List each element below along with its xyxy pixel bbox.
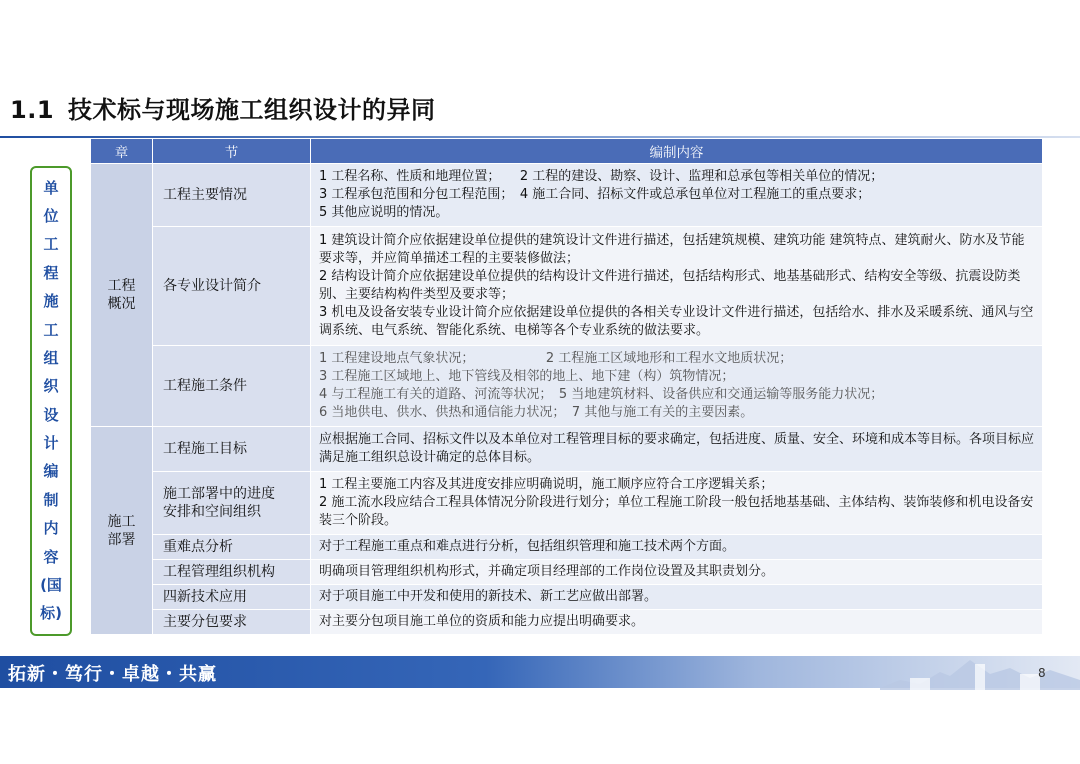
- side-label-box: [30, 166, 72, 636]
- footer-slogan: 拓新・笃行・卓越・共赢: [8, 664, 217, 685]
- section-label: 工程施工条件: [163, 378, 247, 394]
- content-table: [90, 138, 1043, 635]
- section-label: 重难点分析: [163, 539, 233, 555]
- side-label-char: 织: [43, 377, 59, 396]
- header-chapter: 章: [91, 139, 153, 164]
- table-row: [91, 427, 1043, 472]
- table-row: [91, 535, 1043, 560]
- section-label: 各专业设计简介: [163, 278, 261, 294]
- content-line: 对于工程施工重点和难点进行分析，包括组织管理和施工技术两个方面。: [319, 539, 736, 554]
- side-label-char: 容: [43, 547, 59, 566]
- header-content: 编制内容: [311, 139, 1043, 164]
- content-line: 5 其他应说明的情况。: [319, 205, 449, 220]
- content-line: 明确项目管理组织机构形式，并确定项目经理部的工作岗位设置及其职责划分。: [319, 564, 775, 579]
- table-row: [91, 610, 1043, 635]
- side-label-char: 工: [43, 320, 59, 339]
- chapter-label: 部署: [107, 531, 136, 548]
- section-cell: [153, 535, 311, 560]
- page-number: 8: [1038, 666, 1046, 680]
- section-cell: [153, 227, 311, 346]
- section-label: 工程主要情况: [163, 187, 247, 203]
- content-cell: [311, 585, 1043, 610]
- content-line: 4 与工程施工有关的道路、河流等状况； 5 当地建筑材料、设备供应和交通运输等服务能力状况；: [319, 387, 884, 402]
- content-line: 对主要分包项目施工单位的资质和能力应提出明确要求。: [319, 614, 645, 629]
- section-cell: [153, 164, 311, 227]
- content-cell: [311, 610, 1043, 635]
- section-cell: [153, 610, 311, 635]
- content-line: 1 建筑设计简介应依据建设单位提供的建筑设计文件进行描述，包括建筑规模、建筑功能 建筑特点、建筑耐火、防水及节能要求等，并应简单描述工程的主要装修做法；: [319, 233, 1025, 266]
- section-cell: [153, 472, 311, 535]
- content-cell: [311, 164, 1043, 227]
- content-line: 3 机电及设备安装专业设计简介应依据建设单位提供的各相关专业设计文件进行描述，包括给水、排水及采暖系统、通风与空调系统、电气系统、智能化系统、电梯等各个专业系统的做法要求。: [319, 305, 1034, 338]
- chapter-label: 概况: [107, 296, 136, 312]
- content-cell: [311, 560, 1043, 585]
- section-label: 施工部署中的进度: [163, 486, 275, 502]
- table-header-row: [91, 139, 1043, 164]
- header-section: 节: [153, 139, 311, 164]
- content-line: 3 工程施工区域地上、地下管线及相邻的地上、地下建（构）筑物情况；: [319, 369, 735, 384]
- side-label-char: 程: [43, 263, 59, 282]
- building-illustration-icon: [880, 650, 1080, 690]
- side-label-char: 组: [43, 348, 59, 367]
- chapter-label: 工程: [107, 278, 136, 294]
- side-label-char: 设: [43, 405, 59, 424]
- section-label: 主要分包要求: [163, 614, 247, 630]
- section-cell: [153, 427, 311, 472]
- section-label: 四新技术应用: [163, 589, 247, 605]
- side-label-char: 标): [40, 604, 62, 623]
- content-line: 应根据施工合同、招标文件以及本单位对工程管理目标的要求确定，包括进度、质量、安全、环境和成本等目标。各项目标应满足施工组织总设计确定的总体目标。: [319, 432, 1035, 465]
- section-label: 工程施工目标: [163, 441, 247, 457]
- chapter-cell: [91, 164, 153, 427]
- section-label: 工程管理组织机构: [163, 564, 275, 580]
- side-label-char: 位: [43, 207, 59, 226]
- content-line: 1 工程名称、性质和地理位置； 2 工程的建设、勘察、设计、监理和总承包等相关单位的情况；: [319, 169, 884, 184]
- content-cell: [311, 346, 1043, 427]
- table-row: [91, 560, 1043, 585]
- title-number: 1.1: [10, 96, 55, 124]
- side-label-char: 计: [43, 434, 59, 453]
- content-line: 对于项目施工中开发和使用的新技术、新工艺应做出部署。: [319, 589, 658, 604]
- table-row: [91, 585, 1043, 610]
- content-cell: [311, 472, 1043, 535]
- content-line: 6 当地供电、供水、供热和通信能力状况； 7 其他与施工有关的主要因素。: [319, 405, 754, 420]
- section-cell: [153, 560, 311, 585]
- page-title: [10, 90, 436, 125]
- table-row: [91, 164, 1043, 227]
- section-cell: [153, 346, 311, 427]
- side-label-char: 施: [43, 292, 59, 311]
- side-label-char: 编: [43, 462, 59, 481]
- table-row: [91, 227, 1043, 346]
- section-cell: [153, 585, 311, 610]
- content-line: 2 结构设计简介应依据建设单位提供的结构设计文件进行描述，包括结构形式、地基基础形式、结构安全等级、抗震设防类别、主要结构构件类型及要求等；: [319, 269, 1021, 302]
- section-label: 安排和空间组织: [163, 504, 261, 520]
- side-label-char: (国: [40, 575, 62, 594]
- content-line: 3 工程承包范围和分包工程范围； 4 施工合同、招标文件或总承包单位对工程施工的重点要求；: [319, 187, 871, 202]
- content-cell: [311, 535, 1043, 560]
- content-line: 1 工程主要施工内容及其进度安排应明确说明，施工顺序应符合工序逻辑关系；: [319, 477, 774, 492]
- side-label-char: 内: [43, 519, 59, 538]
- table-row: [91, 346, 1043, 427]
- content-cell: [311, 427, 1043, 472]
- side-label-char: 单: [43, 178, 59, 197]
- content-line: 1 工程建设地点气象状况； 2 工程施工区域地形和工程水文地质状况；: [319, 351, 793, 366]
- chapter-cell: [91, 427, 153, 635]
- chapter-label: 施工: [107, 513, 136, 530]
- side-label-char: 制: [43, 490, 59, 509]
- side-label-char: 工: [43, 235, 59, 254]
- title-text: 技术标与现场施工组织设计的异同: [68, 96, 436, 124]
- table-row: [91, 472, 1043, 535]
- content-cell: [311, 227, 1043, 346]
- content-line: 2 施工流水段应结合工程具体情况分阶段进行划分；单位工程施工阶段一般包括地基基础、主体结构、装饰装修和机电设备安装三个阶段。: [319, 495, 1034, 528]
